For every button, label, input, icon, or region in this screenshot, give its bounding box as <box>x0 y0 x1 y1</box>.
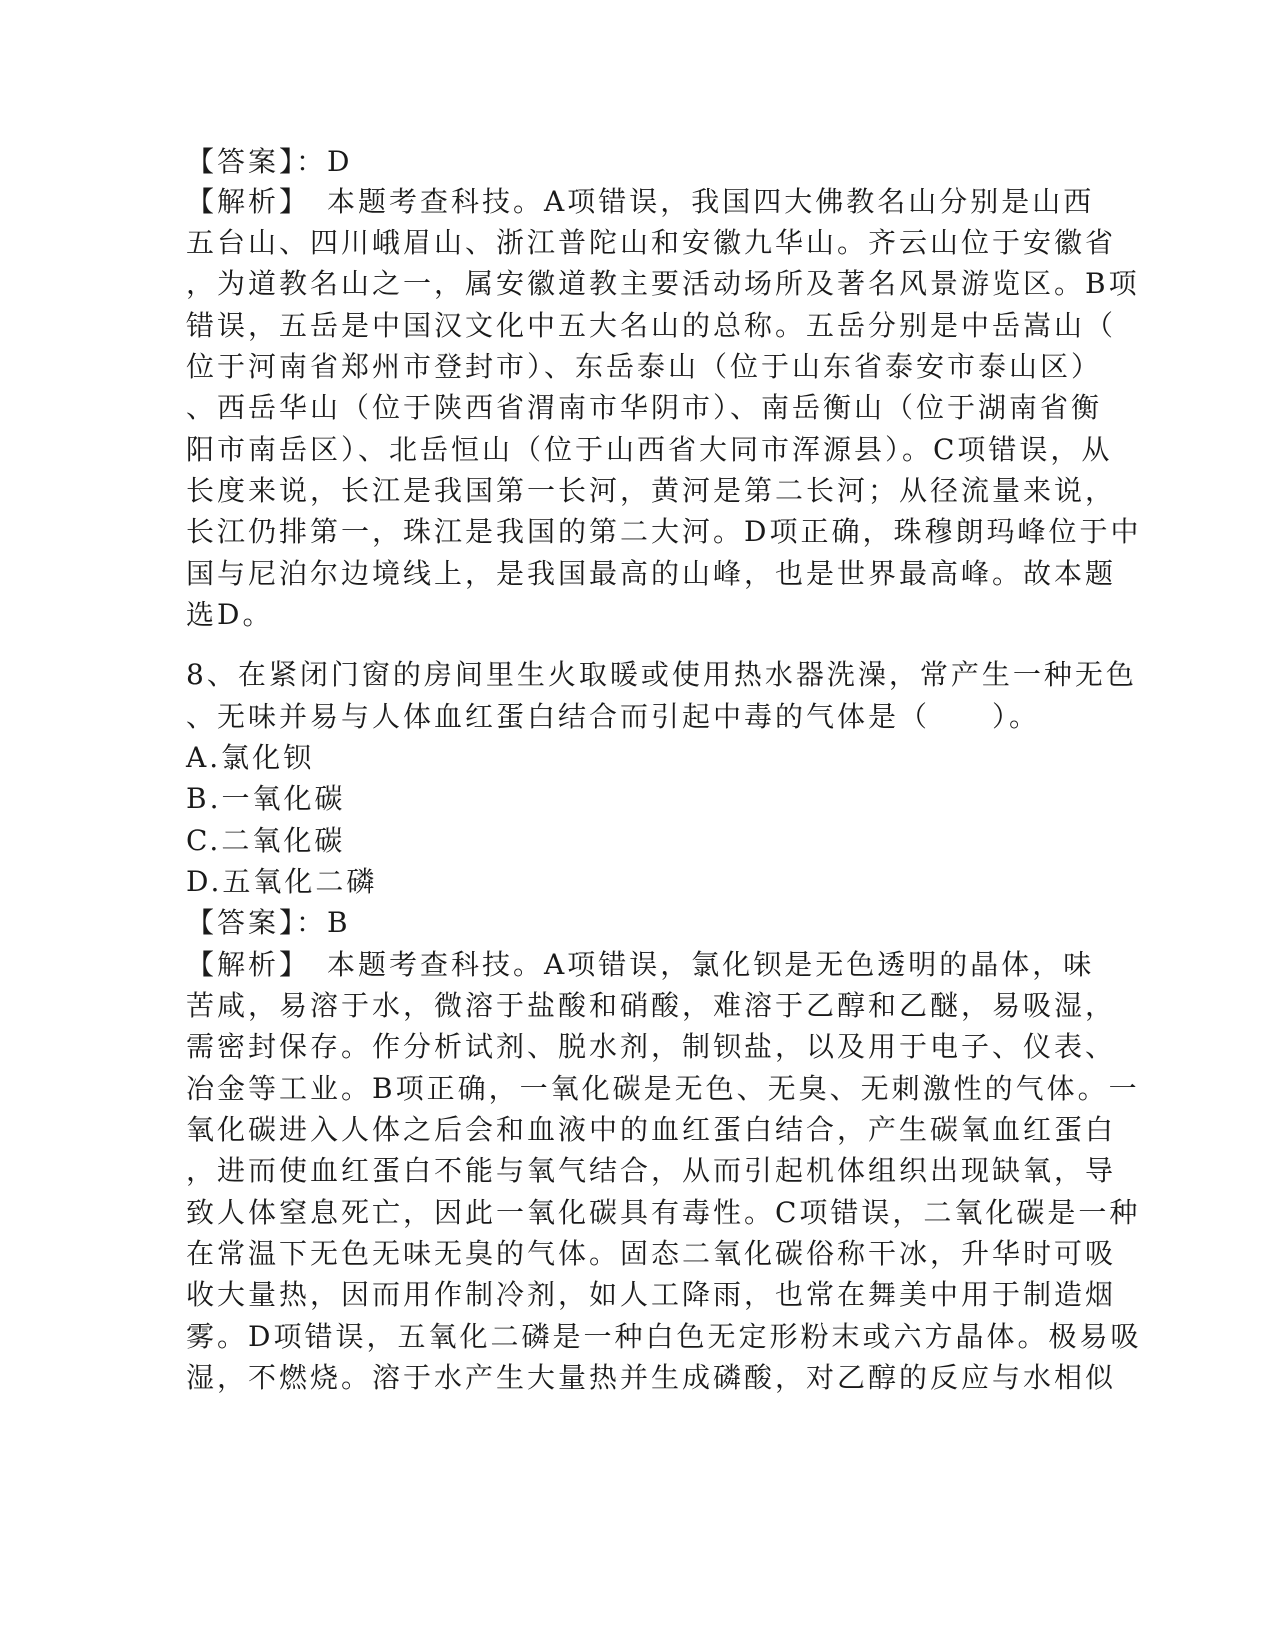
q7-analysis-line: 【解析】 本题考查科技。A项错误，我国四大佛教名山分别是山西 <box>186 185 1095 218</box>
q8-analysis-line: 收大量热，因而用作制冷剂，如人工降雨，也常在舞美中用于制造烟 <box>186 1278 1117 1311</box>
q8-option-b: B.一氧化碳 <box>186 782 346 815</box>
q7-analysis-line: 、西岳华山（位于陕西省渭南市华阴市）、南岳衡山（位于湖南省衡 <box>186 391 1103 424</box>
q7-analysis-line: 选D。 <box>186 598 274 631</box>
q8-analysis-line: 氧化碳进入人体之后会和血液中的血红蛋白结合，产生碳氧血红蛋白 <box>186 1113 1117 1146</box>
q8-option-d: D.五氧化二磷 <box>186 865 378 898</box>
q7-analysis-line: ，为道教名山之一，属安徽道教主要活动场所及著名风景游览区。B项 <box>186 267 1140 300</box>
q7-analysis-line: 五台山、四川峨眉山、浙江普陀山和安徽九华山。齐云山位于安徽省 <box>186 226 1117 259</box>
q7-answer: 【答案】：D <box>186 145 353 178</box>
q7-analysis-line: 位于河南省郑州市登封市）、东岳泰山（位于山东省泰安市泰山区） <box>186 350 1103 383</box>
q8-analysis-line: 在常温下无色无味无臭的气体。固态二氧化碳俗称干冰，升华时可吸 <box>186 1237 1117 1270</box>
q7-analysis-line: 阳市南岳区）、北岳恒山（位于山西省大同市浑源县）。C项错误，从 <box>186 433 1113 466</box>
q7-analysis-line: 国与尼泊尔边境线上，是我国最高的山峰，也是世界最高峰。故本题 <box>186 557 1117 590</box>
q8-answer: 【答案】：B <box>186 906 351 939</box>
q8-analysis-line: 湿，不燃烧。溶于水产生大量热并生成磷酸，对乙醇的反应与水相似 <box>186 1361 1117 1394</box>
q8-question-line: 、无味并易与人体血红蛋白结合而引起中毒的气体是（ ）。 <box>186 700 1041 733</box>
q8-question-line: 8、在紧闭门窗的房间里生火取暖或使用热水器洗澡，常产生一种无色 <box>186 658 1137 691</box>
q8-option-a: A.氯化钡 <box>186 741 315 774</box>
q7-analysis-line: 长度来说，长江是我国第一长河，黄河是第二长河；从径流量来说， <box>186 474 1117 507</box>
q8-analysis-line: 【解析】 本题考查科技。A项错误，氯化钡是无色透明的晶体，味 <box>186 948 1095 981</box>
q8-analysis-line: 冶金等工业。B项正确，一氧化碳是无色、无臭、无刺激性的气体。一 <box>186 1072 1140 1105</box>
q7-analysis-line: 错误，五岳是中国汉文化中五大名山的总称。五岳分别是中岳嵩山（ <box>186 309 1117 342</box>
q8-option-c: C.二氧化碳 <box>186 824 346 857</box>
q8-analysis-line: 雾。D项错误，五氧化二磷是一种白色无定形粉末或六方晶体。极易吸 <box>186 1320 1142 1353</box>
q8-analysis-line: 需密封保存。作分析试剂、脱水剂，制钡盐，以及用于电子、仪表、 <box>186 1030 1117 1063</box>
q8-analysis-line: ，进而使血红蛋白不能与氧气结合，从而引起机体组织出现缺氧，导 <box>186 1154 1117 1187</box>
q8-analysis-line: 致人体窒息死亡，因此一氧化碳具有毒性。C项错误，二氧化碳是一种 <box>186 1196 1141 1229</box>
q7-analysis-line: 长江仍排第一，珠江是我国的第二大河。D项正确，珠穆朗玛峰位于中 <box>186 515 1142 548</box>
q8-analysis-line: 苦咸，易溶于水，微溶于盐酸和硝酸，难溶于乙醇和乙醚，易吸湿， <box>186 989 1117 1022</box>
